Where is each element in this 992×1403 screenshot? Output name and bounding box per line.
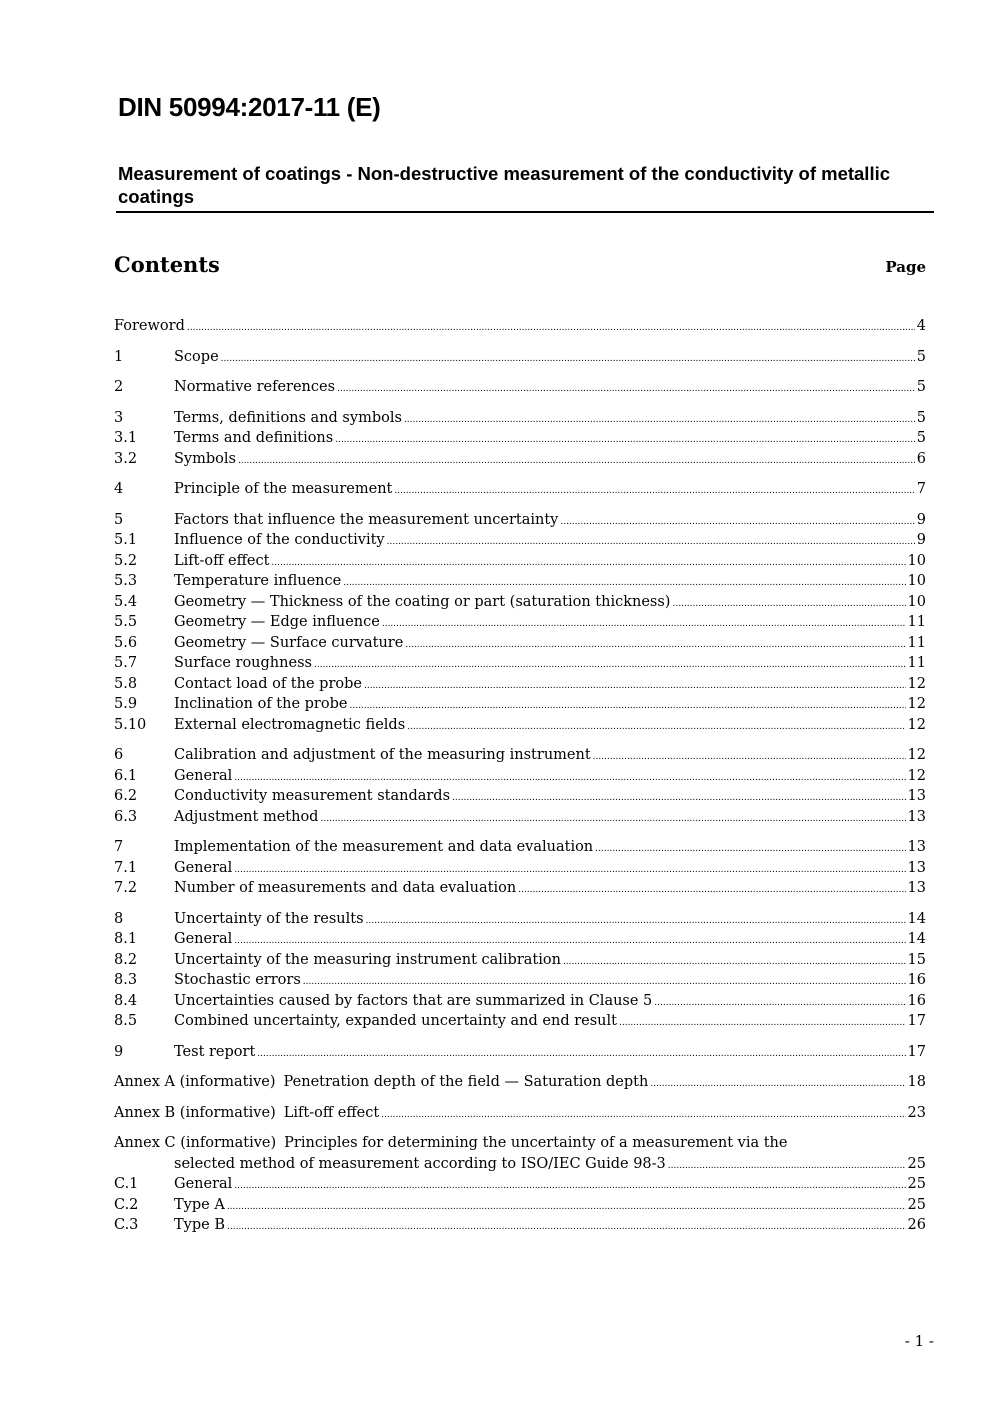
toc-number: 5.1 [114, 532, 138, 548]
document-id: DIN 50994:2017-11 (E) [118, 92, 381, 122]
annex-prefix: Annex B (informative) [114, 1104, 276, 1121]
toc-label: Symbols [174, 450, 236, 467]
toc-number: 5.5 [114, 614, 138, 630]
toc-label: General [174, 859, 233, 876]
toc-label: Geometry — Surface curvature [174, 634, 404, 651]
toc-leader [234, 858, 905, 881]
toc-leader [518, 878, 905, 901]
toc-label: Type B [174, 1217, 225, 1233]
toc-entry[interactable] [114, 991, 926, 1012]
toc-entry-annex-b[interactable] [114, 1103, 926, 1124]
toc-entry[interactable] [114, 1195, 926, 1216]
toc-page: 25 [907, 1176, 926, 1192]
toc-entry[interactable] [114, 530, 926, 551]
toc-entry[interactable] [114, 551, 926, 572]
toc-page: 13 [907, 839, 926, 855]
toc-number: 8.1 [114, 931, 138, 947]
toc-number: C.2 [114, 1196, 139, 1213]
toc-label: General [174, 767, 233, 784]
toc-page: 26 [907, 1217, 926, 1233]
toc-leader [303, 970, 906, 993]
toc-label: Type A [174, 1196, 225, 1213]
toc-page: 16 [907, 992, 926, 1009]
toc-entry[interactable] [114, 745, 926, 766]
toc-number: 2 [114, 379, 124, 395]
toc-label: Normative references [174, 379, 336, 395]
toc-label: Temperature influence [174, 573, 342, 589]
toc-entry[interactable] [114, 878, 926, 899]
toc-entry-annex-a[interactable] [114, 1072, 926, 1093]
toc-label: Stochastic errors [174, 972, 301, 988]
toc-number: 5.10 [114, 716, 147, 733]
toc-entry[interactable] [114, 1215, 926, 1236]
toc-entry[interactable] [114, 1011, 926, 1032]
contents-heading: Contents [114, 252, 220, 277]
toc-entry[interactable] [114, 909, 926, 930]
toc-number: 4 [114, 481, 124, 497]
toc-leader [668, 1154, 906, 1177]
toc-label: Foreword [114, 318, 185, 334]
toc-label: Factors that influence the measurement uncertainty [174, 511, 559, 528]
toc-entry[interactable] [114, 510, 926, 531]
toc-leader [654, 991, 905, 1014]
toc-entry[interactable] [114, 950, 926, 971]
toc-label: selected method of measurement according to ISO/IEC Guide 98-3 [174, 1155, 666, 1172]
toc-entry[interactable] [114, 786, 926, 807]
toc-leader [234, 1174, 905, 1197]
toc-page: 12 [907, 716, 926, 733]
toc-leader [387, 530, 915, 553]
toc-label: Principle of the measurement [174, 481, 393, 497]
toc-number: 8 [114, 910, 124, 927]
toc-page: 25 [907, 1155, 926, 1172]
toc-number: 8.2 [114, 951, 138, 968]
toc-entry[interactable] [114, 807, 926, 828]
toc-entry[interactable] [114, 970, 926, 991]
toc-label: Lift-off effect [283, 1104, 380, 1121]
toc-label: General [174, 1176, 233, 1192]
toc-entry[interactable] [114, 377, 926, 398]
toc-page: 17 [907, 1013, 926, 1029]
toc-label: Geometry — Thickness of the coating or part (saturation thickness) [174, 593, 671, 610]
toc-leader [563, 950, 906, 973]
toc-number: 5.6 [114, 634, 138, 651]
toc-entry[interactable] [114, 837, 926, 858]
toc-page: 5 [916, 430, 926, 446]
toc-entry[interactable] [114, 929, 926, 950]
toc-page: 12 [907, 675, 926, 692]
toc-page: 25 [907, 1196, 926, 1213]
toc-label: Scope [174, 348, 219, 365]
toc-label: Terms and definitions [174, 430, 334, 446]
toc-entry[interactable] [114, 694, 926, 715]
toc-number: 7.1 [114, 859, 138, 876]
toc-number: 1 [114, 348, 124, 365]
toc-number: 8.3 [114, 972, 138, 988]
toc-leader [335, 428, 915, 451]
toc-label: Combined uncertainty, expanded uncertainty and end result [174, 1013, 617, 1029]
toc-page: 12 [907, 747, 926, 763]
toc-page: 9 [916, 532, 926, 548]
toc-page: 13 [907, 788, 926, 804]
toc-leader [337, 377, 915, 400]
toc-number: 5 [114, 511, 124, 528]
toc-leader [672, 592, 905, 615]
toc-number: 6.2 [114, 788, 138, 804]
toc-leader [238, 449, 915, 472]
toc-leader [257, 1042, 905, 1065]
toc-leader [452, 786, 906, 809]
toc-entry[interactable] [114, 633, 926, 654]
toc-leader [595, 837, 905, 860]
toc-number: C.3 [114, 1217, 139, 1233]
title-rule [116, 211, 934, 213]
toc-leader [405, 633, 905, 656]
toc-page: 23 [907, 1104, 926, 1121]
toc-page: 13 [907, 859, 926, 876]
toc-entry[interactable] [114, 858, 926, 879]
toc-label: Calibration and adjustment of the measuring instrument [174, 747, 591, 763]
toc-entry[interactable] [114, 1174, 926, 1195]
toc-page: 6 [916, 450, 926, 467]
toc-label: Conductivity measurement standards [174, 788, 451, 804]
toc-page: 12 [907, 696, 926, 712]
toc-label: General [174, 931, 233, 947]
toc-entry[interactable] [114, 449, 926, 470]
toc-number: 8.5 [114, 1013, 138, 1029]
toc-page: 11 [907, 655, 926, 671]
toc-leader [227, 1215, 906, 1238]
toc-number: 3.2 [114, 450, 138, 467]
toc-leader [349, 694, 905, 717]
toc-label: Terms, definitions and symbols [174, 409, 402, 426]
toc-leader [234, 929, 905, 952]
toc-page: 11 [907, 614, 926, 630]
toc-entry[interactable] [114, 766, 926, 787]
toc-page: 5 [916, 409, 926, 426]
toc-label: Principles for determining the uncertainty of a measurement via the [284, 1135, 788, 1151]
toc-label: Uncertainties caused by factors that are summarized in Clause 5 [174, 992, 653, 1009]
toc-page: 13 [907, 808, 926, 825]
toc-leader [187, 316, 915, 339]
toc-page: 5 [916, 379, 926, 395]
toc-leader [221, 347, 915, 370]
toc-page: 13 [907, 880, 926, 896]
toc-leader [382, 612, 906, 635]
toc-leader [407, 715, 905, 738]
toc-entry-foreword[interactable] [114, 316, 926, 337]
toc-number: C.1 [114, 1176, 139, 1192]
toc-number: 7 [114, 839, 124, 855]
toc-page: 17 [907, 1043, 926, 1060]
toc-number: 8.4 [114, 992, 138, 1009]
toc-leader [271, 551, 905, 574]
toc-entry[interactable] [114, 408, 926, 429]
toc-number: 3 [114, 409, 124, 426]
toc-number: 5.4 [114, 593, 138, 610]
toc-label: Uncertainty of the results [174, 910, 364, 927]
toc-page: 14 [907, 910, 926, 927]
toc-label: Influence of the conductivity [174, 532, 385, 548]
toc-leader [234, 766, 905, 789]
toc-label: External electromagnetic fields [174, 716, 406, 733]
toc-leader [650, 1072, 905, 1095]
toc-entry[interactable] [114, 715, 926, 736]
toc-page: 16 [907, 972, 926, 988]
toc-number: 9 [114, 1043, 124, 1060]
toc-page: 10 [907, 552, 926, 569]
toc-entry[interactable] [114, 674, 926, 695]
toc-page: 12 [907, 767, 926, 784]
toc-leader [560, 510, 914, 533]
toc-leader [381, 1103, 905, 1126]
toc-leader [366, 909, 906, 932]
toc-page: 9 [916, 511, 926, 528]
toc-number: 5.3 [114, 573, 138, 589]
toc-label: Lift-off effect [174, 552, 270, 569]
toc-label: Penetration depth of the field — Saturation depth [283, 1074, 649, 1090]
toc-leader [593, 745, 906, 768]
toc-entry[interactable] [114, 479, 926, 500]
document-title: Measurement of coatings - Non-destructive measurement of the conductivity of metallic coatings [118, 163, 891, 207]
toc-page: 4 [916, 318, 926, 334]
toc-leader [619, 1011, 906, 1034]
toc-entry[interactable] [114, 592, 926, 613]
toc-label: Inclination of the probe [174, 696, 348, 712]
toc-page: 7 [916, 481, 926, 497]
toc-number: 6.1 [114, 767, 138, 784]
toc-page: 18 [907, 1074, 926, 1090]
toc-entry[interactable] [114, 428, 926, 449]
page-column-heading: Page [885, 258, 926, 276]
toc-leader [227, 1195, 906, 1218]
toc-entry[interactable] [114, 1042, 926, 1063]
toc-leader [314, 653, 906, 676]
toc-label: Contact load of the probe [174, 675, 362, 692]
toc-page: 14 [907, 931, 926, 947]
toc-page: 10 [907, 573, 926, 589]
toc-label: Test report [174, 1043, 256, 1060]
toc-label: Uncertainty of the measuring instrument calibration [174, 951, 561, 968]
toc-leader [404, 408, 915, 431]
toc-entry[interactable] [114, 612, 926, 633]
page-number: - 1 - [904, 1332, 934, 1350]
toc-entry[interactable] [114, 571, 926, 592]
toc-page: 15 [907, 951, 926, 968]
toc-number: 5.2 [114, 552, 138, 569]
toc-leader [394, 479, 914, 502]
toc-entry-annex-c[interactable] [114, 1133, 926, 1154]
toc-label: Adjustment method [174, 808, 319, 825]
toc-number: 6 [114, 747, 124, 763]
toc-leader [343, 571, 905, 594]
toc-entry[interactable] [114, 653, 926, 674]
toc-number: 7.2 [114, 880, 138, 896]
annex-prefix: Annex C (informative) [114, 1135, 277, 1151]
toc-label: Implementation of the measurement and data evaluation [174, 839, 594, 855]
toc-entry[interactable] [114, 347, 926, 368]
toc-number: 5.8 [114, 675, 138, 692]
toc-number: 3.1 [114, 430, 138, 446]
toc-leader [364, 674, 906, 697]
toc-page: 11 [907, 634, 926, 651]
toc-number: 6.3 [114, 808, 138, 825]
toc-page: 10 [907, 593, 926, 610]
toc-number: 5.7 [114, 655, 138, 671]
toc-entry-annex-c-continued[interactable] [114, 1154, 926, 1175]
table-of-contents [114, 316, 926, 1236]
toc-page: 5 [916, 348, 926, 365]
toc-label: Surface roughness [174, 655, 312, 671]
toc-leader [320, 807, 905, 830]
annex-prefix: Annex A (informative) [114, 1074, 276, 1090]
toc-number: 5.9 [114, 696, 138, 712]
toc-label: Number of measurements and data evaluation [174, 880, 517, 896]
toc-label: Geometry — Edge influence [174, 614, 380, 630]
